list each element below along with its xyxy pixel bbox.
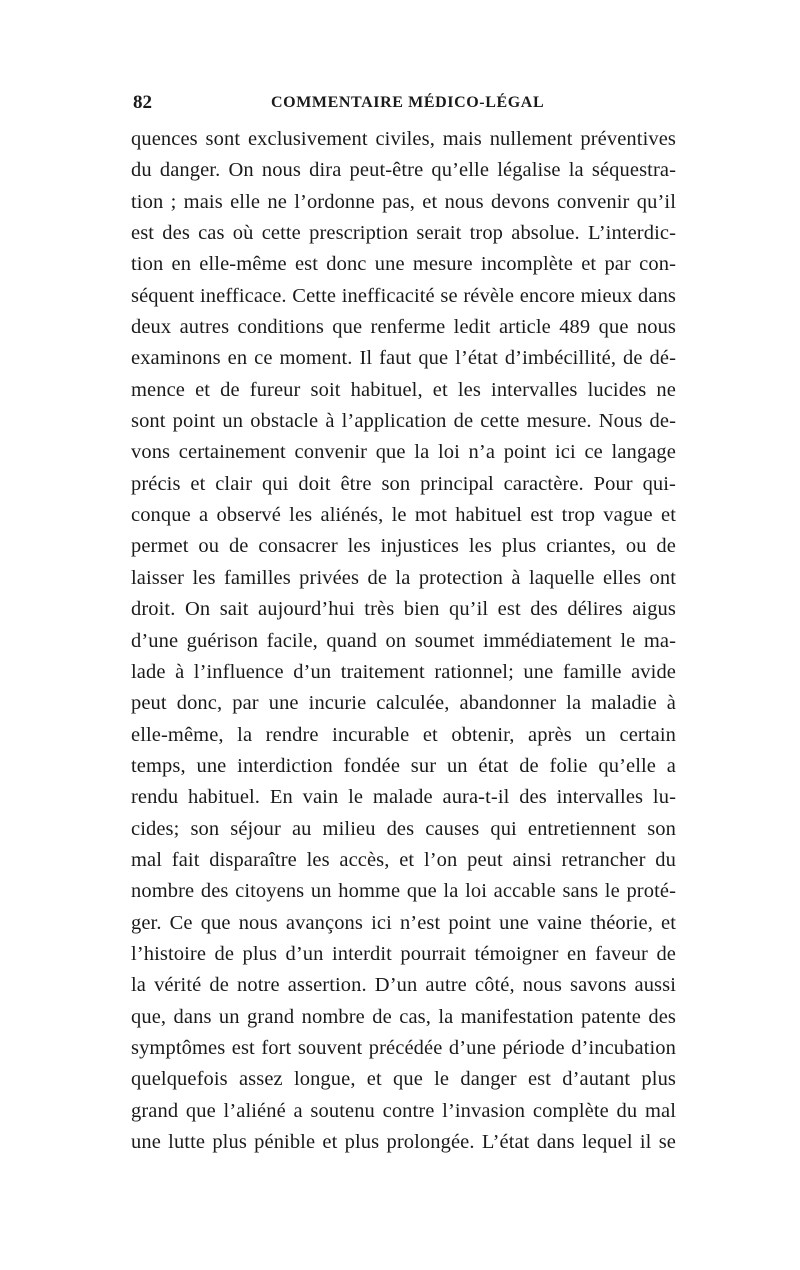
text-line: tion ; mais elle ne l’ordonne pas, et nous devons convenir qu’il (131, 190, 676, 213)
text-line: permet ou de consacrer les injustices les plus criantes, ou de (131, 535, 676, 558)
text-line: peut donc, par une incurie calculée, abandonner la maladie à (131, 692, 676, 715)
text-line: temps, une interdiction fondée sur un état de folie qu’elle a (131, 754, 676, 777)
text-line: conque a observé les aliénés, le mot habituel est trop vague et (131, 504, 676, 527)
text-line: ger. Ce que nous avançons ici n’est point une vaine théorie, et (131, 911, 676, 934)
text-line: séquent inefficace. Cette inefficacité se révèle encore mieux dans (131, 284, 676, 307)
body-text (131, 124, 676, 1158)
text-line: du danger. On nous dira peut-être qu’elle légalise la séquestra- (131, 159, 676, 182)
text-line: vons certainement convenir que la loi n’a point ici ce langage (131, 441, 676, 464)
text-line: mal fait disparaître les accès, et l’on peut ainsi retrancher du (131, 848, 676, 871)
text-line: cides; son séjour au milieu des causes qui entretiennent son (131, 817, 676, 840)
page-header (133, 92, 673, 116)
running-title: COMMENTAIRE MÉDICO-LÉGAL (271, 94, 545, 111)
text-line: examinons en ce moment. Il faut que l’état d’imbécillité, de dé- (131, 347, 676, 370)
text-line: d’une guérison facile, quand on soumet immédiatement le ma- (131, 629, 676, 652)
text-line: la vérité de notre assertion. D’un autre côté, nous savons aussi (131, 974, 676, 997)
text-line: rendu habituel. En vain le malade aura-t-il des intervalles lu- (131, 786, 676, 809)
text-line: que, dans un grand nombre de cas, la manifestation patente des (131, 1005, 676, 1028)
page-number: 82 (133, 92, 152, 113)
text-line: grand que l’aliéné a soutenu contre l’invasion complète du mal (131, 1099, 676, 1122)
text-line: elle-même, la rendre incurable et obtenir, après un certain (131, 723, 676, 746)
text-line: symptômes est fort souvent précédée d’une période d’incubation (131, 1036, 676, 1059)
text-line: l’histoire de plus d’un interdit pourrait témoigner en faveur de (131, 942, 676, 965)
text-line: lade à l’influence d’un traitement rationnel; une famille avide (131, 660, 676, 683)
text-line: nombre des citoyens un homme que la loi accable sans le proté- (131, 880, 676, 903)
text-line: laisser les familles privées de la protection à laquelle elles ont (131, 566, 676, 589)
text-line: sont point un obstacle à l’application de cette mesure. Nous de- (131, 410, 676, 433)
text-line: quences sont exclusivement civiles, mais nullement préventives (131, 128, 676, 150)
text-line: une lutte plus pénible et plus prolongée. L’état dans lequel il se (131, 1131, 676, 1153)
text-line: tion en elle-même est donc une mesure incomplète et par con- (131, 253, 676, 276)
text-line: précis et clair qui doit être son principal caractère. Pour qui- (131, 472, 676, 495)
text-line: quelquefois assez longue, et que le danger est d’autant plus (131, 1068, 676, 1091)
text-line: deux autres conditions que renferme ledit article 489 que nous (131, 316, 676, 339)
text-line: droit. On sait aujourd’hui très bien qu’il est des délires aigus (131, 598, 676, 621)
text-line: mence et de fureur soit habituel, et les intervalles lucides ne (131, 378, 676, 401)
text-line: est des cas où cette prescription serait trop absolue. L’interdic- (131, 222, 676, 245)
